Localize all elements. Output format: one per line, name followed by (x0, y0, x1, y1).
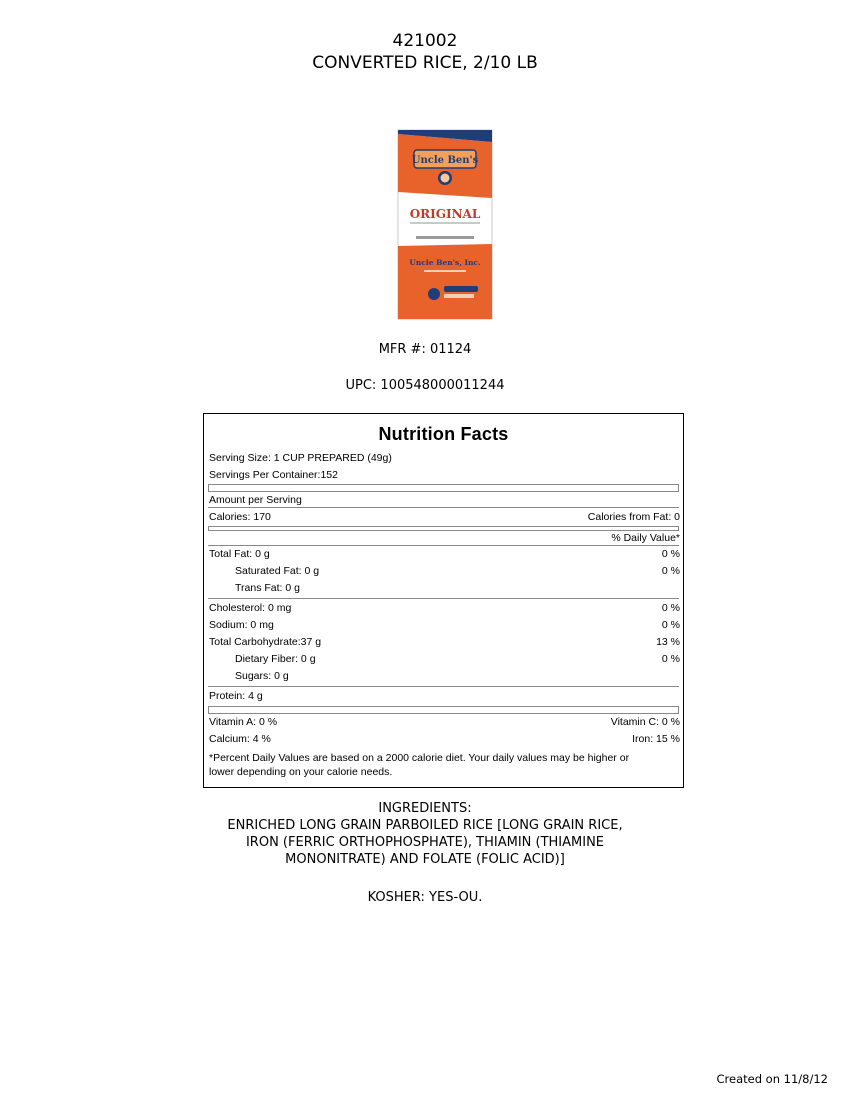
dietary-fiber-label: Dietary Fiber: 0 g (235, 653, 316, 665)
total-fat-dv: 0 % (661, 548, 680, 560)
serving-size: Serving Size: 1 CUP PREPARED (49g) (209, 452, 392, 464)
mfr-number: MFR #: 01124 (378, 342, 472, 357)
saturated-fat-row (209, 564, 680, 578)
ingredients-heading: INGREDIENTS: (378, 801, 472, 816)
divider-line (208, 598, 679, 599)
product-header (0, 30, 850, 74)
divider-bar (208, 706, 679, 714)
sugars-label: Sugars: 0 g (235, 670, 289, 682)
nutrition-facts-panel (203, 413, 684, 788)
ingredients-line-2: IRON (FERRIC ORTHOPHOSPHATE), THIAMIN (THIAMINE (245, 835, 605, 850)
ingredients-line-3: MONONITRATE) AND FOLATE (FOLIC ACID)] (285, 852, 565, 867)
dietary-fiber-row (209, 652, 680, 666)
daily-value-footnote (209, 751, 669, 779)
trans-fat-label: Trans Fat: 0 g (235, 582, 300, 594)
daily-value-header-row (209, 531, 680, 545)
footnote-line-1: *Percent Daily Values are based on a 2000 calorie diet. Your daily values may be higher or (209, 752, 630, 764)
cholesterol-dv: 0 % (661, 602, 680, 614)
company-text: Uncle Ben's, Inc. (409, 258, 481, 267)
mineral-row (209, 732, 680, 746)
upc-code: UPC: 100548000011244 (345, 378, 505, 393)
amount-per-serving-row (209, 493, 680, 507)
saturated-fat-dv: 0 % (661, 565, 680, 577)
iron: Iron: 15 % (632, 733, 680, 745)
total-carbohydrate-row (209, 635, 680, 649)
footnote-line-2: lower depending on your calorie needs. (209, 766, 393, 778)
vitamin-c: Vitamin C: 0 % (610, 716, 680, 728)
total-fat-row (209, 547, 680, 561)
calories-from-fat: Calories from Fat: 0 (587, 511, 680, 523)
divider-line (208, 507, 679, 508)
sodium-row (209, 618, 680, 632)
protein-row (209, 689, 680, 703)
sugars-row (209, 669, 680, 683)
total-carbohydrate-label: Total Carbohydrate:37 g (209, 636, 322, 648)
cholesterol-row (209, 601, 680, 615)
sodium-dv: 0 % (661, 619, 680, 631)
daily-value-header: % Daily Value* (611, 532, 680, 544)
variety-text: ORIGINAL (409, 207, 481, 221)
product-image (396, 128, 494, 321)
calories: Calories: 170 (209, 511, 271, 523)
calcium: Calcium: 4 % (209, 733, 271, 745)
serving-size-row (209, 451, 680, 465)
vitamin-a: Vitamin A: 0 % (209, 716, 278, 728)
divider-line (208, 545, 679, 546)
divider-line (208, 686, 679, 687)
total-fat-label: Total Fat: 0 g (209, 548, 270, 560)
brand-logo-text: Uncle Ben's (411, 155, 479, 166)
total-carbohydrate-dv: 13 % (656, 636, 680, 648)
created-date: Created on 11/8/12 (716, 1072, 828, 1086)
ingredients-line-1: ENRICHED LONG GRAIN PARBOILED RICE [LONG GRAIN RICE, (227, 818, 623, 833)
saturated-fat-label: Saturated Fat: 0 g (235, 565, 320, 577)
kosher-status: KOSHER: YES-OU. (367, 890, 483, 905)
cholesterol-label: Cholesterol: 0 mg (209, 602, 292, 614)
divider-bar (208, 484, 679, 492)
ingredients-block (0, 800, 850, 868)
protein-label: Protein: 4 g (209, 690, 263, 702)
trans-fat-row (209, 581, 680, 595)
vitamin-row (209, 715, 680, 729)
sodium-label: Sodium: 0 mg (209, 619, 274, 631)
servings-per-container-row (209, 468, 680, 482)
dietary-fiber-dv: 0 % (661, 653, 680, 665)
amount-per-serving: Amount per Serving (209, 494, 302, 506)
calories-row (209, 510, 680, 524)
servings-per-container: Servings Per Container:152 (209, 469, 338, 481)
product-name: CONVERTED RICE, 2/10 LB (312, 53, 538, 73)
item-number: 421002 (392, 31, 458, 51)
nutrition-title: Nutrition Facts (378, 424, 509, 444)
